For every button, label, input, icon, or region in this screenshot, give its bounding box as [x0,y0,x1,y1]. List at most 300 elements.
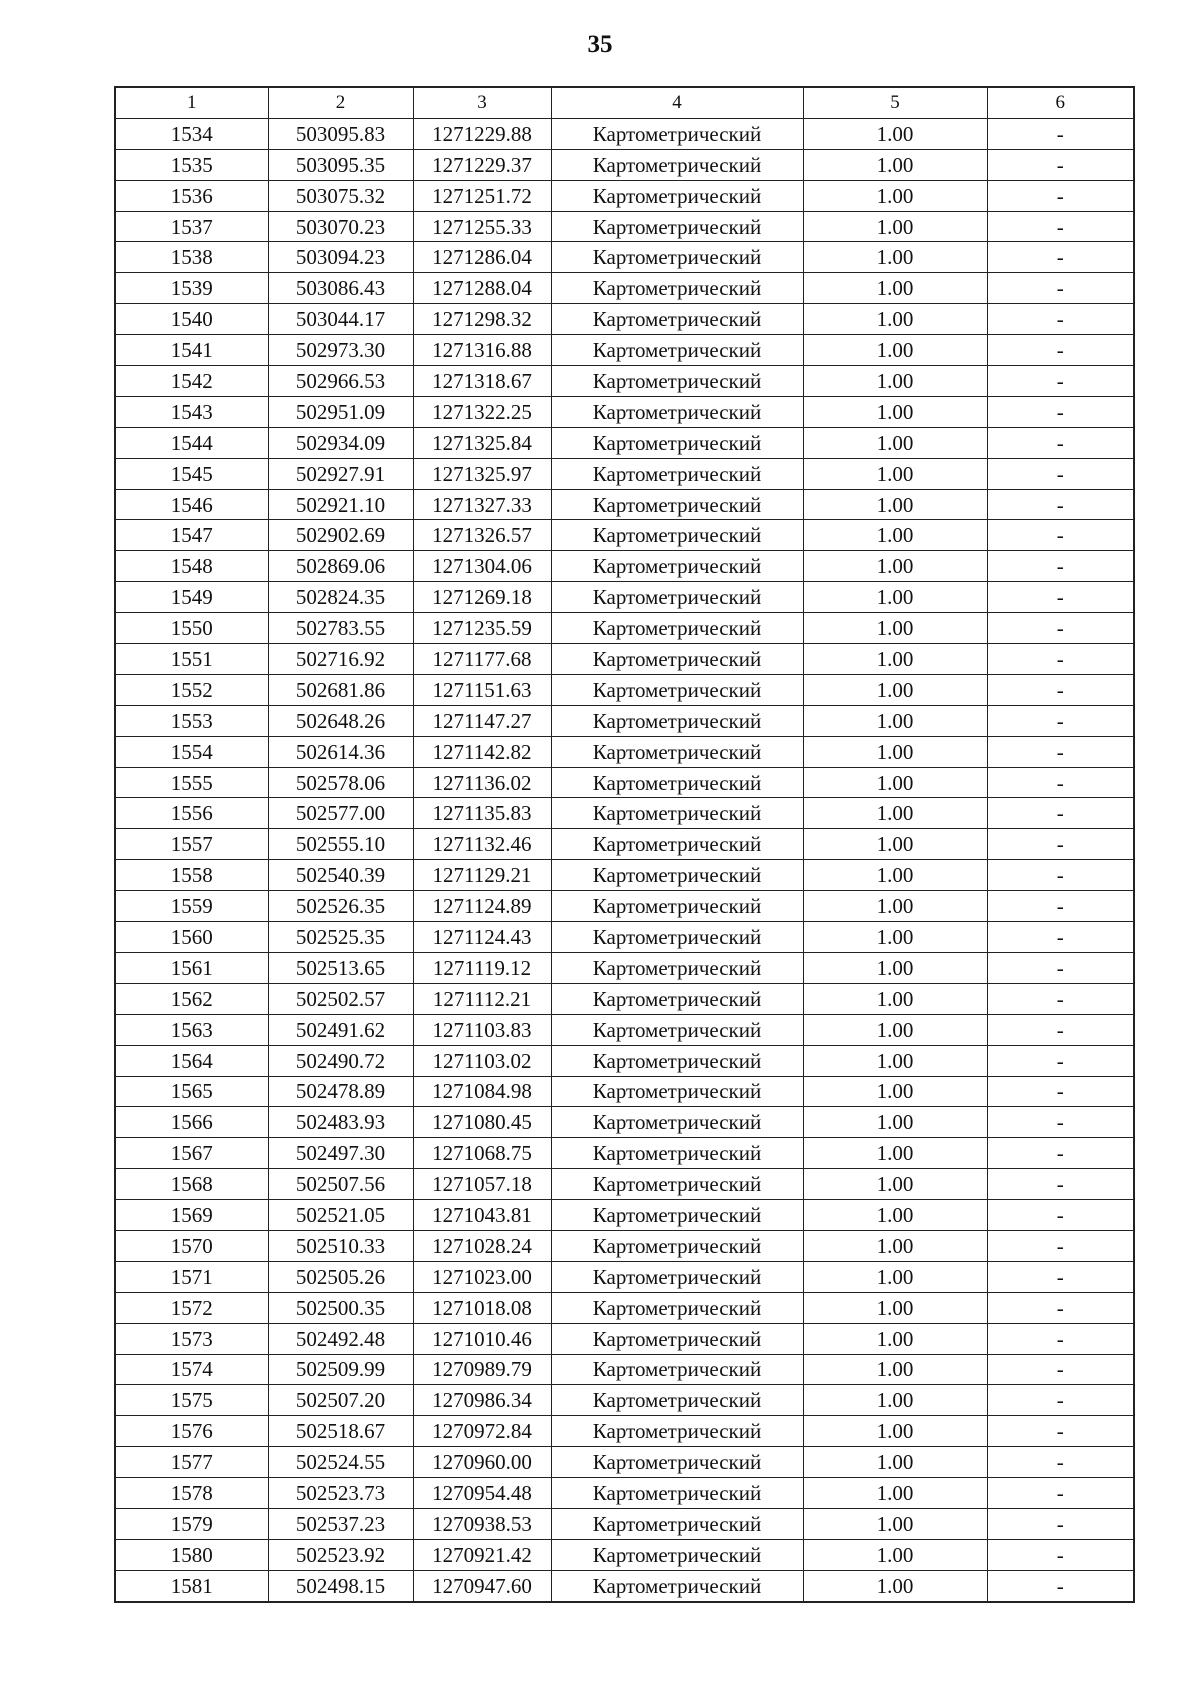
point-number-cell: 1548 [115,551,268,582]
point-number-cell: 1571 [115,1261,268,1292]
note-cell: - [987,736,1134,767]
accuracy-cell: 1.00 [803,489,987,520]
x-coordinate-cell: 502524.55 [268,1447,413,1478]
y-coordinate-cell: 1271325.97 [413,458,551,489]
table-row [115,242,1134,273]
point-number-cell: 1539 [115,273,268,304]
method-cell: Картометрический [551,736,803,767]
y-coordinate-cell: 1271316.88 [413,335,551,366]
x-coordinate-cell: 502824.35 [268,582,413,613]
point-number-cell: 1562 [115,983,268,1014]
method-cell: Картометрический [551,1570,803,1601]
note-cell: - [987,304,1134,335]
method-cell: Картометрический [551,1045,803,1076]
method-cell: Картометрический [551,427,803,458]
method-cell: Картометрический [551,396,803,427]
point-number-cell: 1537 [115,211,268,242]
method-cell: Картометрический [551,366,803,397]
x-coordinate-cell: 502921.10 [268,489,413,520]
method-cell: Картометрический [551,1478,803,1509]
point-number-cell: 1581 [115,1570,268,1601]
y-coordinate-cell: 1271018.08 [413,1292,551,1323]
table-row [115,520,1134,551]
table-row [115,829,1134,860]
table-row [115,1138,1134,1169]
note-cell: - [987,1107,1134,1138]
y-coordinate-cell: 1271229.37 [413,149,551,180]
method-cell: Картометрический [551,860,803,891]
point-number-cell: 1536 [115,180,268,211]
method-cell: Картометрический [551,1292,803,1323]
method-cell: Картометрический [551,1014,803,1045]
note-cell: - [987,613,1134,644]
accuracy-cell: 1.00 [803,613,987,644]
y-coordinate-cell: 1271023.00 [413,1261,551,1292]
x-coordinate-cell: 502540.39 [268,860,413,891]
point-number-cell: 1569 [115,1200,268,1231]
table-row [115,118,1134,149]
method-cell: Картометрический [551,458,803,489]
table-row [115,1416,1134,1447]
point-number-cell: 1580 [115,1539,268,1570]
point-number-cell: 1566 [115,1107,268,1138]
point-number-cell: 1568 [115,1169,268,1200]
accuracy-cell: 1.00 [803,551,987,582]
y-coordinate-cell: 1271326.57 [413,520,551,551]
x-coordinate-cell: 502526.35 [268,891,413,922]
x-coordinate-cell: 503070.23 [268,211,413,242]
table-row [115,273,1134,304]
table-row [115,489,1134,520]
y-coordinate-cell: 1270938.53 [413,1508,551,1539]
point-number-cell: 1579 [115,1508,268,1539]
method-cell: Картометрический [551,304,803,335]
point-number-cell: 1570 [115,1230,268,1261]
method-cell: Картометрический [551,1107,803,1138]
table-row [115,1292,1134,1323]
note-cell: - [987,180,1134,211]
x-coordinate-cell: 502509.99 [268,1354,413,1385]
table-row [115,1323,1134,1354]
method-cell: Картометрический [551,829,803,860]
note-cell: - [987,273,1134,304]
accuracy-cell: 1.00 [803,458,987,489]
y-coordinate-cell: 1271286.04 [413,242,551,273]
note-cell: - [987,1045,1134,1076]
x-coordinate-cell: 502478.89 [268,1076,413,1107]
note-cell: - [987,149,1134,180]
method-cell: Картометрический [551,767,803,798]
x-coordinate-cell: 502927.91 [268,458,413,489]
point-number-cell: 1576 [115,1416,268,1447]
method-cell: Картометрический [551,983,803,1014]
note-cell: - [987,644,1134,675]
point-number-cell: 1540 [115,304,268,335]
table-row [115,1014,1134,1045]
table-row [115,674,1134,705]
y-coordinate-cell: 1271028.24 [413,1230,551,1261]
accuracy-cell: 1.00 [803,705,987,736]
table-row [115,396,1134,427]
x-coordinate-cell: 502578.06 [268,767,413,798]
point-number-cell: 1567 [115,1138,268,1169]
table-row [115,922,1134,953]
accuracy-cell: 1.00 [803,520,987,551]
accuracy-cell: 1.00 [803,1354,987,1385]
method-cell: Картометрический [551,1447,803,1478]
y-coordinate-cell: 1271147.27 [413,705,551,736]
table-row [115,427,1134,458]
note-cell: - [987,1323,1134,1354]
y-coordinate-cell: 1271135.83 [413,798,551,829]
header-col-6: 6 [987,87,1134,118]
x-coordinate-cell: 502902.69 [268,520,413,551]
table-row [115,1385,1134,1416]
method-cell: Картометрический [551,674,803,705]
method-cell: Картометрический [551,1323,803,1354]
y-coordinate-cell: 1271235.59 [413,613,551,644]
point-number-cell: 1565 [115,1076,268,1107]
method-cell: Картометрический [551,644,803,675]
y-coordinate-cell: 1271318.67 [413,366,551,397]
table-row [115,952,1134,983]
note-cell: - [987,1138,1134,1169]
point-number-cell: 1572 [115,1292,268,1323]
y-coordinate-cell: 1270947.60 [413,1570,551,1601]
note-cell: - [987,582,1134,613]
x-coordinate-cell: 502498.15 [268,1570,413,1601]
method-cell: Картометрический [551,952,803,983]
header-col-2: 2 [268,87,413,118]
note-cell: - [987,952,1134,983]
point-number-cell: 1534 [115,118,268,149]
point-number-cell: 1550 [115,613,268,644]
note-cell: - [987,1478,1134,1509]
accuracy-cell: 1.00 [803,582,987,613]
accuracy-cell: 1.00 [803,860,987,891]
y-coordinate-cell: 1271304.06 [413,551,551,582]
table-row [115,1169,1134,1200]
accuracy-cell: 1.00 [803,922,987,953]
note-cell: - [987,1076,1134,1107]
table-row [115,644,1134,675]
note-cell: - [987,1230,1134,1261]
point-number-cell: 1557 [115,829,268,860]
accuracy-cell: 1.00 [803,736,987,767]
x-coordinate-cell: 502483.93 [268,1107,413,1138]
accuracy-cell: 1.00 [803,335,987,366]
accuracy-cell: 1.00 [803,1385,987,1416]
y-coordinate-cell: 1271177.68 [413,644,551,675]
accuracy-cell: 1.00 [803,1138,987,1169]
method-cell: Картометрический [551,149,803,180]
x-coordinate-cell: 502518.67 [268,1416,413,1447]
y-coordinate-cell: 1271103.83 [413,1014,551,1045]
accuracy-cell: 1.00 [803,1200,987,1231]
point-number-cell: 1575 [115,1385,268,1416]
note-cell: - [987,1292,1134,1323]
y-coordinate-cell: 1271084.98 [413,1076,551,1107]
x-coordinate-cell: 502783.55 [268,613,413,644]
method-cell: Картометрический [551,520,803,551]
table-row [115,149,1134,180]
point-number-cell: 1549 [115,582,268,613]
x-coordinate-cell: 502500.35 [268,1292,413,1323]
x-coordinate-cell: 502716.92 [268,644,413,675]
point-number-cell: 1563 [115,1014,268,1045]
table-row [115,613,1134,644]
point-number-cell: 1556 [115,798,268,829]
table-row [115,458,1134,489]
point-number-cell: 1555 [115,767,268,798]
table-row [115,1261,1134,1292]
note-cell: - [987,798,1134,829]
y-coordinate-cell: 1271229.88 [413,118,551,149]
y-coordinate-cell: 1270960.00 [413,1447,551,1478]
table-row [115,736,1134,767]
note-cell: - [987,427,1134,458]
coordinates-table [114,86,1135,1603]
accuracy-cell: 1.00 [803,983,987,1014]
note-cell: - [987,489,1134,520]
point-number-cell: 1552 [115,674,268,705]
note-cell: - [987,674,1134,705]
note-cell: - [987,922,1134,953]
x-coordinate-cell: 502510.33 [268,1230,413,1261]
table-row [115,1570,1134,1601]
accuracy-cell: 1.00 [803,1508,987,1539]
accuracy-cell: 1.00 [803,1076,987,1107]
accuracy-cell: 1.00 [803,427,987,458]
note-cell: - [987,829,1134,860]
note-cell: - [987,242,1134,273]
accuracy-cell: 1.00 [803,1416,987,1447]
note-cell: - [987,1508,1134,1539]
method-cell: Картометрический [551,489,803,520]
y-coordinate-cell: 1271132.46 [413,829,551,860]
method-cell: Картометрический [551,551,803,582]
method-cell: Картометрический [551,1230,803,1261]
point-number-cell: 1561 [115,952,268,983]
table-row [115,211,1134,242]
note-cell: - [987,860,1134,891]
point-number-cell: 1578 [115,1478,268,1509]
y-coordinate-cell: 1271325.84 [413,427,551,458]
note-cell: - [987,1447,1134,1478]
x-coordinate-cell: 502497.30 [268,1138,413,1169]
x-coordinate-cell: 502523.73 [268,1478,413,1509]
method-cell: Картометрический [551,118,803,149]
note-cell: - [987,1354,1134,1385]
note-cell: - [987,520,1134,551]
x-coordinate-cell: 503086.43 [268,273,413,304]
y-coordinate-cell: 1271103.02 [413,1045,551,1076]
y-coordinate-cell: 1271043.81 [413,1200,551,1231]
header-col-1: 1 [115,87,268,118]
note-cell: - [987,1416,1134,1447]
y-coordinate-cell: 1271129.21 [413,860,551,891]
accuracy-cell: 1.00 [803,1570,987,1601]
accuracy-cell: 1.00 [803,242,987,273]
note-cell: - [987,1570,1134,1601]
accuracy-cell: 1.00 [803,891,987,922]
accuracy-cell: 1.00 [803,304,987,335]
table-row [115,551,1134,582]
note-cell: - [987,211,1134,242]
method-cell: Картометрический [551,1508,803,1539]
note-cell: - [987,891,1134,922]
table-row [115,1200,1134,1231]
y-coordinate-cell: 1271124.89 [413,891,551,922]
table-body [115,118,1134,1601]
table-row [115,983,1134,1014]
method-cell: Картометрический [551,1138,803,1169]
y-coordinate-cell: 1271288.04 [413,273,551,304]
method-cell: Картометрический [551,582,803,613]
method-cell: Картометрический [551,1385,803,1416]
note-cell: - [987,1169,1134,1200]
x-coordinate-cell: 502505.26 [268,1261,413,1292]
table-row [115,891,1134,922]
note-cell: - [987,335,1134,366]
y-coordinate-cell: 1271298.32 [413,304,551,335]
x-coordinate-cell: 502614.36 [268,736,413,767]
point-number-cell: 1558 [115,860,268,891]
point-number-cell: 1545 [115,458,268,489]
accuracy-cell: 1.00 [803,1107,987,1138]
page-number: 35 [587,31,613,58]
y-coordinate-cell: 1271068.75 [413,1138,551,1169]
method-cell: Картометрический [551,1539,803,1570]
table-row [115,1478,1134,1509]
note-cell: - [987,1200,1134,1231]
note-cell: - [987,366,1134,397]
x-coordinate-cell: 502973.30 [268,335,413,366]
method-cell: Картометрический [551,1354,803,1385]
accuracy-cell: 1.00 [803,1261,987,1292]
x-coordinate-cell: 502491.62 [268,1014,413,1045]
accuracy-cell: 1.00 [803,767,987,798]
note-cell: - [987,458,1134,489]
y-coordinate-cell: 1271251.72 [413,180,551,211]
table-row [115,1447,1134,1478]
y-coordinate-cell: 1271327.33 [413,489,551,520]
table-row [115,767,1134,798]
method-cell: Картометрический [551,335,803,366]
table-row [115,366,1134,397]
y-coordinate-cell: 1271112.21 [413,983,551,1014]
y-coordinate-cell: 1271269.18 [413,582,551,613]
point-number-cell: 1573 [115,1323,268,1354]
x-coordinate-cell: 503095.83 [268,118,413,149]
x-coordinate-cell: 502951.09 [268,396,413,427]
header-col-3: 3 [413,87,551,118]
accuracy-cell: 1.00 [803,118,987,149]
method-cell: Картометрический [551,1261,803,1292]
point-number-cell: 1551 [115,644,268,675]
point-number-cell: 1574 [115,1354,268,1385]
point-number-cell: 1577 [115,1447,268,1478]
y-coordinate-cell: 1271255.33 [413,211,551,242]
point-number-cell: 1547 [115,520,268,551]
method-cell: Картометрический [551,242,803,273]
method-cell: Картометрический [551,613,803,644]
table-row [115,304,1134,335]
method-cell: Картометрический [551,798,803,829]
table-row [115,180,1134,211]
accuracy-cell: 1.00 [803,1014,987,1045]
x-coordinate-cell: 502523.92 [268,1539,413,1570]
table-row [115,1508,1134,1539]
point-number-cell: 1546 [115,489,268,520]
table-row [115,1539,1134,1570]
point-number-cell: 1541 [115,335,268,366]
point-number-cell: 1554 [115,736,268,767]
point-number-cell: 1538 [115,242,268,273]
x-coordinate-cell: 502525.35 [268,922,413,953]
table-row [115,1354,1134,1385]
y-coordinate-cell: 1271119.12 [413,952,551,983]
point-number-cell: 1560 [115,922,268,953]
header-col-4: 4 [551,87,803,118]
note-cell: - [987,551,1134,582]
method-cell: Картометрический [551,1416,803,1447]
accuracy-cell: 1.00 [803,644,987,675]
y-coordinate-cell: 1271151.63 [413,674,551,705]
x-coordinate-cell: 503094.23 [268,242,413,273]
table-row [115,798,1134,829]
y-coordinate-cell: 1270972.84 [413,1416,551,1447]
method-cell: Картометрический [551,891,803,922]
accuracy-cell: 1.00 [803,674,987,705]
x-coordinate-cell: 502537.23 [268,1508,413,1539]
x-coordinate-cell: 502492.48 [268,1323,413,1354]
x-coordinate-cell: 502555.10 [268,829,413,860]
table-row [115,705,1134,736]
accuracy-cell: 1.00 [803,366,987,397]
accuracy-cell: 1.00 [803,1539,987,1570]
x-coordinate-cell: 502648.26 [268,705,413,736]
note-cell: - [987,1385,1134,1416]
y-coordinate-cell: 1270954.48 [413,1478,551,1509]
x-coordinate-cell: 502869.06 [268,551,413,582]
x-coordinate-cell: 503095.35 [268,149,413,180]
accuracy-cell: 1.00 [803,952,987,983]
accuracy-cell: 1.00 [803,1169,987,1200]
note-cell: - [987,983,1134,1014]
accuracy-cell: 1.00 [803,1292,987,1323]
table-row [115,860,1134,891]
table-row [115,1076,1134,1107]
x-coordinate-cell: 502507.20 [268,1385,413,1416]
table-row [115,582,1134,613]
table-header-row [115,87,1134,118]
accuracy-cell: 1.00 [803,1323,987,1354]
x-coordinate-cell: 502966.53 [268,366,413,397]
accuracy-cell: 1.00 [803,149,987,180]
accuracy-cell: 1.00 [803,1447,987,1478]
point-number-cell: 1543 [115,396,268,427]
method-cell: Картометрический [551,1169,803,1200]
y-coordinate-cell: 1270989.79 [413,1354,551,1385]
note-cell: - [987,396,1134,427]
y-coordinate-cell: 1271080.45 [413,1107,551,1138]
accuracy-cell: 1.00 [803,273,987,304]
method-cell: Картометрический [551,1200,803,1231]
header-col-5: 5 [803,87,987,118]
x-coordinate-cell: 502513.65 [268,952,413,983]
note-cell: - [987,705,1134,736]
